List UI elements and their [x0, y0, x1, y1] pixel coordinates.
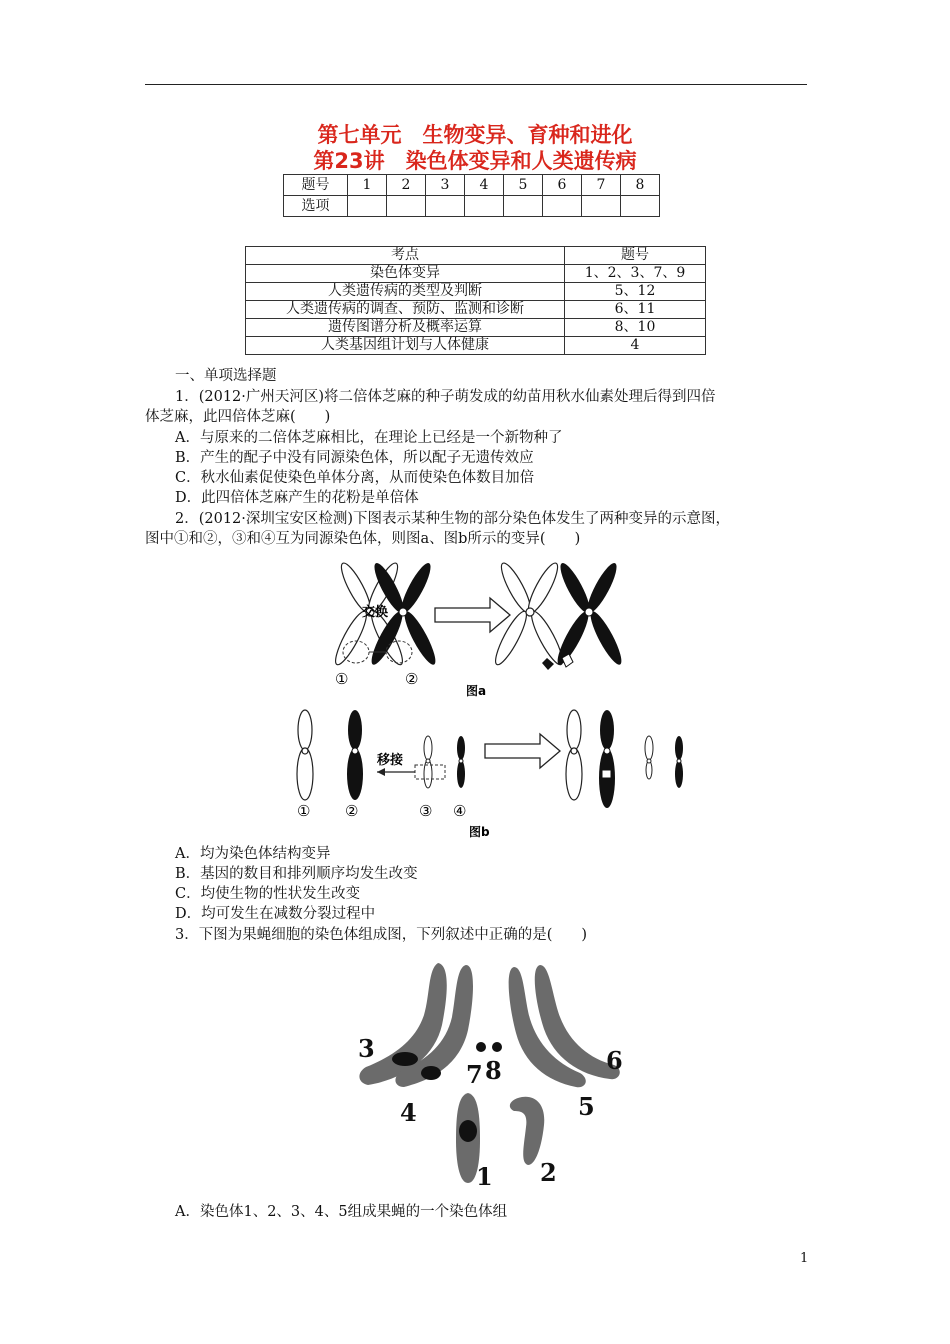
q1-stem-line2: 体芝麻，此四倍体芝麻( ): [145, 409, 331, 425]
arrow-icon: [435, 598, 510, 632]
unit-title: 第七单元 生物变异、育种和进化: [317, 123, 633, 147]
karyotype-label-7: 7: [466, 1060, 483, 1089]
answer-number: 6: [543, 175, 582, 196]
answer-cell[interactable]: [582, 196, 621, 217]
answer-cell[interactable]: [387, 196, 426, 217]
answer-number: 5: [504, 175, 543, 196]
q2-stem-line2: 图中①和②，③和④互为同源染色体，则图a、图b所示的变异( ): [145, 531, 581, 547]
topic-number-cell: 4: [565, 337, 706, 355]
karyotype-label-5: 5: [578, 1092, 595, 1121]
topic-cell: 染色体变异: [246, 265, 565, 283]
answer-cell[interactable]: [621, 196, 660, 217]
topic-table-header: 题号: [565, 247, 706, 265]
q1-option-b: B．产生的配子中没有同源染色体，所以配子无遗传效应: [175, 450, 534, 466]
answer-number: 1: [348, 175, 387, 196]
fig-a-mark-1: ①: [335, 670, 349, 688]
answer-number: 2: [387, 175, 426, 196]
topic-cell: 人类遗传病的调查、预防、监测和诊断: [246, 301, 565, 319]
fig-b-transfer-label: 移接: [377, 753, 404, 768]
lecture-title: 第23讲 染色体变异和人类遗传病: [313, 149, 637, 173]
answer-table: [283, 174, 660, 217]
fig-a-mark-2: ②: [405, 670, 419, 688]
fig-a-exchange-label: 交换: [362, 605, 389, 620]
answer-number: 3: [426, 175, 465, 196]
karyotype-label-3: 3: [358, 1034, 375, 1063]
answer-cell[interactable]: [465, 196, 504, 217]
q3-stem: 3．下图为果蝇细胞的染色体组成图，下列叙述中正确的是( ): [175, 927, 588, 943]
page-number: 1: [800, 1251, 809, 1266]
fig-b-mark: ③: [419, 802, 433, 820]
q2-option-c: C．均使生物的性状发生改变: [175, 886, 361, 902]
topic-number-cell: 6、11: [565, 301, 706, 319]
topic-table-header: 考点: [246, 247, 565, 265]
arrow-icon: [485, 734, 560, 768]
karyotype-label-4: 4: [400, 1098, 417, 1127]
fig-b-mark: ④: [453, 802, 467, 820]
q2-option-a: A．均为染色体结构变异: [175, 846, 331, 862]
answer-cell[interactable]: [504, 196, 543, 217]
q3-option-a: A．染色体1、2、3、4、5组成果蝇的一个染色体组: [175, 1204, 508, 1220]
karyotype-label-8: 8: [485, 1056, 502, 1085]
answer-cell[interactable]: [543, 196, 582, 217]
q2-stem-line1: 2．(2012·深圳宝安区检测)下图表示某种生物的部分染色体发生了两种变异的示意图，: [175, 511, 731, 527]
karyotype-label-2: 2: [540, 1158, 557, 1187]
figure-b: [285, 708, 705, 843]
q1-option-d: D．此四倍体芝麻产生的花粉是单倍体: [175, 490, 419, 506]
topic-cell: 遗传图谱分析及概率运算: [246, 319, 565, 337]
topic-cell: 人类遗传病的类型及判断: [246, 283, 565, 301]
header-rule: [145, 84, 807, 85]
q2-option-b: B．基因的数目和排列顺序均发生改变: [175, 866, 418, 882]
answer-table-row2-label: 选项: [284, 196, 348, 217]
figure-a: [290, 560, 650, 700]
topic-number-cell: 1、2、3、7、9: [565, 265, 706, 283]
answer-number: 8: [621, 175, 660, 196]
q2-option-d: D．均可发生在减数分裂过程中: [175, 906, 376, 922]
topic-number-cell: 5、12: [565, 283, 706, 301]
fig-b-caption: 图b: [469, 825, 490, 839]
answer-cell[interactable]: [426, 196, 465, 217]
q1-option-c: C．秋水仙素促使染色单体分离，从而使染色体数目加倍: [175, 470, 535, 486]
q1-stem-line1: 1．(2012·广州天河区)将二倍体芝麻的种子萌发成的幼苗用秋水仙素处理后得到四倍: [175, 389, 716, 405]
topic-table: [245, 246, 706, 355]
section-heading: 一、单项选择题: [175, 368, 277, 384]
topic-cell: 人类基因组计划与人体健康: [246, 337, 565, 355]
fig-a-caption: 图a: [466, 684, 487, 698]
figure-fruitfly-karyotype: [350, 955, 640, 1195]
answer-table-row1-label: 题号: [284, 175, 348, 196]
answer-number: 4: [465, 175, 504, 196]
q1-option-a: A．与原来的二倍体芝麻相比，在理论上已经是一个新物种了: [175, 430, 563, 446]
karyotype-label-6: 6: [606, 1046, 623, 1075]
topic-number-cell: 8、10: [565, 319, 706, 337]
karyotype-label-1: 1: [476, 1162, 493, 1191]
fig-b-mark: ①: [297, 802, 311, 820]
answer-number: 7: [582, 175, 621, 196]
answer-cell[interactable]: [348, 196, 387, 217]
fig-b-mark: ②: [345, 802, 359, 820]
